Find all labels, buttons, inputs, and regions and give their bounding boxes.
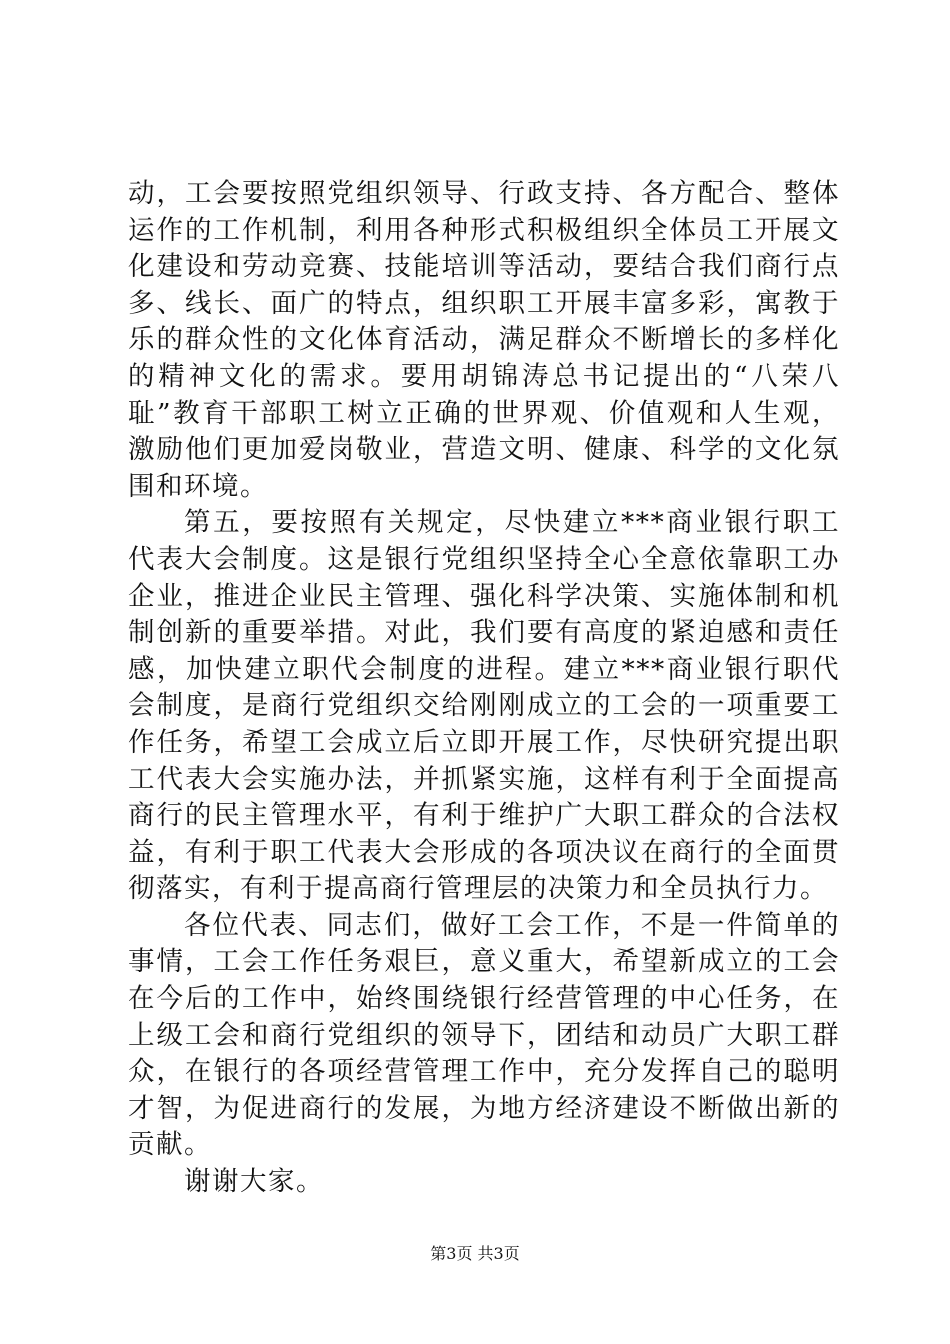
paragraph-closing-remarks: 各位代表、同志们，做好工会工作，不是一件简单的事情，工会工作任务艰巨，意义重大，希望新成立的工会在今后的工作中，始终围绕银行经营管理的中心任务，在上级工会和商行党组织的领导下，团结和动员广大职工群众，在银行的各项经营管理工作中，充分发挥自己的聪明才智，为促进商行的发展，为地方经济建设不断做出新的贡献。: [128, 909, 840, 1161]
page-footer: 第3页 共3页: [430, 1244, 520, 1263]
document-body: [128, 176, 840, 1201]
paragraph-fifth-point: 第五，要按照有关规定，尽快建立***商业银行职工代表大会制度。这是银行党组织坚持全心全意依靠职工办企业，推进企业民主管理、强化科学决策、实施体制和机制创新的重要举措。对此，我们要有高度的紧迫感和责任感，加快建立职代会制度的进程。建立***商业银行职代会制度，是商行党组织交给刚刚成立的工会的一项重要工作任务，希望工会成立后立即开展工作，尽快研究提出职工代表大会实施办法，并抓紧实施，这样有利于全面提高商行的民主管理水平，有利于维护广大职工群众的合法权益，有利于职工代表大会形成的各项决议在商行的全面贯彻落实，有利于提高商行管理层的决策力和全员执行力。: [128, 507, 840, 905]
paragraph-thanks: 谢谢大家。: [184, 1166, 324, 1198]
paragraph-continued: 动，工会要按照党组织领导、行政支持、各方配合、整体运作的工作机制，利用各种形式积极组织全体员工开展文化建设和劳动竞赛、技能培训等活动，要结合我们商行点多、线长、面广的特点，组织职工开展丰富多彩，寓教于乐的群众性的文化体育活动，满足群众不断增长的多样化的精神文化的需求。要用胡锦涛总书记提出的“八荣八耻”教育干部职工树立正确的世界观、价值观和人生观，激励他们更加爱岗敬业，营造文明、健康、科学的文化氛围和环境。: [128, 178, 840, 502]
